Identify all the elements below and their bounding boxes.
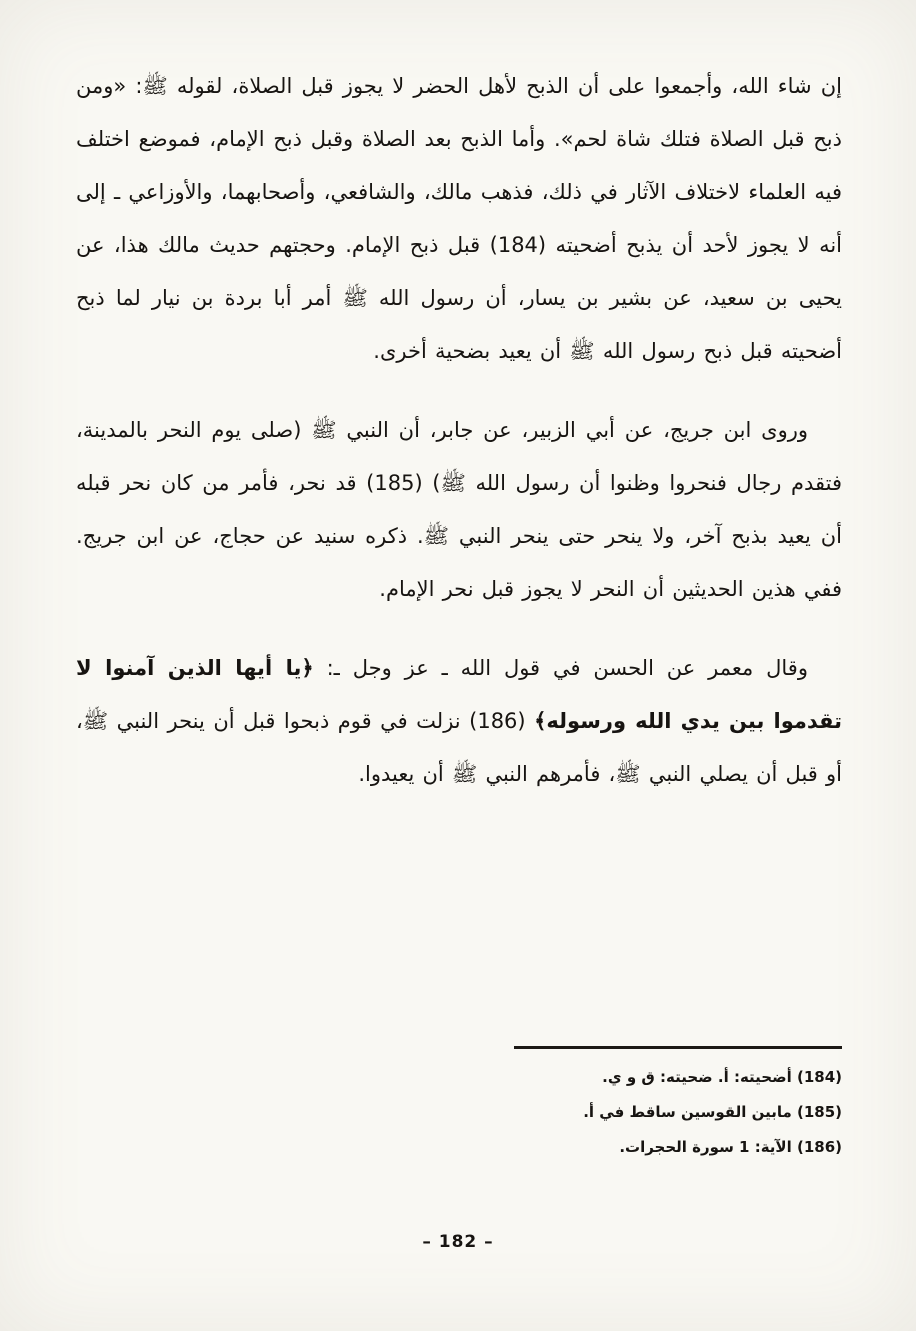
paragraph-text: (186) نزلت في قوم ذبحوا قبل أن ينحر النبي ﷺ، أو قبل أن يصلي النبي ﷺ، فأمرهم النبي ﷺ أن يعيدوا. — [76, 709, 842, 786]
footnote-separator — [514, 1046, 842, 1049]
quran-verse: ﴿يا أيها الذين آمنوا لا تقدموا بين يدي الله ورسوله﴾ — [76, 656, 842, 733]
paragraph-text: وقال معمر عن الحسن في قول الله ـ عز وجل ـ: — [313, 656, 808, 680]
footnotes-block — [76, 1060, 842, 1165]
footnote: (184) أضحيته: أ. ضحيته: ق و ي. — [602, 1068, 842, 1086]
page-number: – 182 – — [422, 1232, 494, 1252]
paragraph: وروى ابن جريج، عن أبي الزبير، عن جابر، أن النبي ﷺ (صلى يوم النحر بالمدينة، فتقدم رجال فنحروا وظنوا أن رسول الله ﷺ) (185) قد نحر، فأمر من كان نحر قبله أن يعيد بذبح آخر، ولا ينحر حتى ينحر النبي ﷺ. ذكره سنيد عن حجاج، عن ابن جريج. ففي هذين الحديثين أن النحر لا يجوز قبل نحر الإمام. — [76, 418, 842, 601]
footnote: (185) مابين القوسين ساقط في أ. — [583, 1103, 842, 1121]
main-text — [76, 60, 842, 801]
footnote: (186) الآية: 1 سورة الحجرات. — [619, 1138, 842, 1156]
paragraph: إن شاء الله، وأجمعوا على أن الذبح لأهل الحضر لا يجوز قبل الصلاة، لقوله ﷺ: «ومن ذبح قبل الصلاة فتلك شاة لحم». وأما الذبح بعد الصلاة وقبل ذبح الإمام، فموضع اختلف فيه العلماء لاختلاف الآثار في ذلك، فذهب مالك، والشافعي، وأصحابهما، والأوزاعي ـ إلى أنه لا يجوز لأحد أن يذبح أضحيته (184) قبل ذبح الإمام. وحجتهم حديث مالك هذا، عن يحيى بن سعيد، عن بشير بن يسار، أن رسول الله ﷺ أمر أبا بردة بن نيار لما ذبح أضحيته قبل ذبح رسول الله ﷺ أن يعيد بضحية أخرى. — [76, 74, 843, 363]
paragraph — [76, 642, 842, 801]
